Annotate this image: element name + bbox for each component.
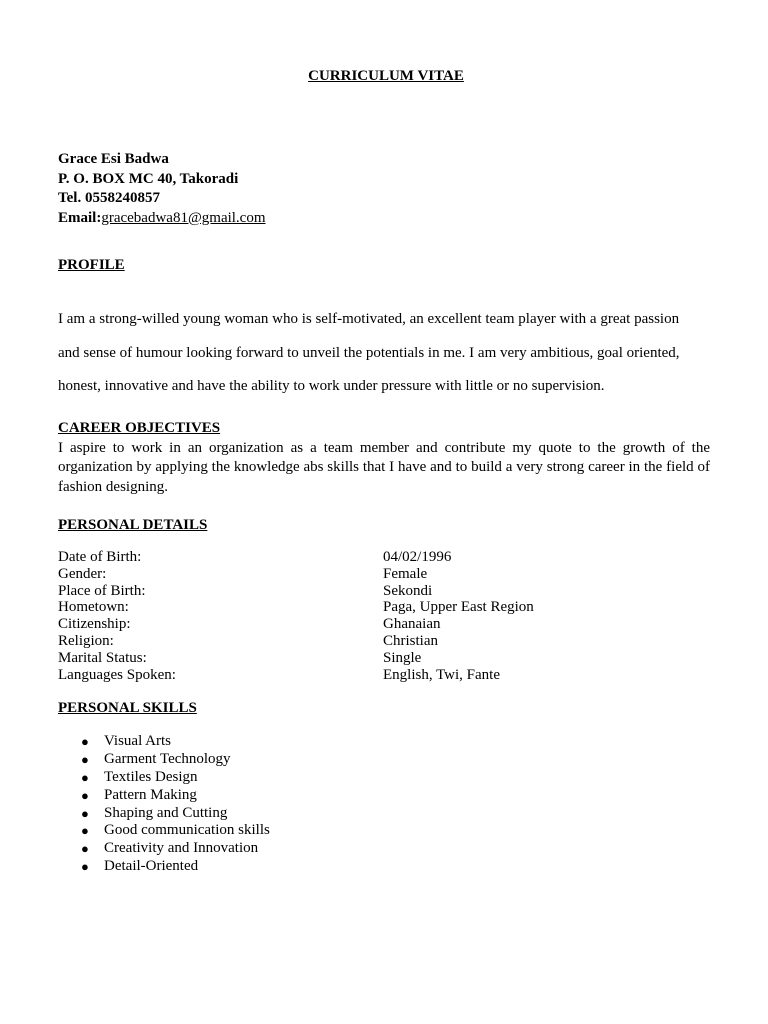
detail-row xyxy=(58,650,658,667)
bullet-icon: ● xyxy=(81,841,89,857)
email-label: Email: xyxy=(58,209,102,226)
bullet-icon: ● xyxy=(81,734,89,749)
career-objectives-text: I aspire to work in an organization as a team member and contribute my quote to the growth of the organization by applying the knowledge abs skills that I have and to build a very strong career in the field of fashion designing. xyxy=(58,440,710,495)
detail-row xyxy=(58,667,658,684)
skill-label: Good communication skills xyxy=(104,822,270,839)
contact-block xyxy=(58,150,266,228)
detail-value: Female xyxy=(383,565,428,582)
skill-label: Textiles Design xyxy=(104,768,198,785)
skills-list xyxy=(58,733,270,876)
skill-label: Detail-Oriented xyxy=(104,858,199,875)
bullet-icon: ● xyxy=(81,859,89,875)
email-link[interactable]: gracebadwa81@gmail.com xyxy=(101,209,266,226)
profile-heading: PROFILE xyxy=(58,257,125,273)
detail-label: Religion: xyxy=(58,632,114,649)
detail-label: Place of Birth: xyxy=(58,582,146,599)
contact-phone: Tel. 0558240857 xyxy=(58,190,160,206)
detail-value: Single xyxy=(383,649,422,666)
skill-label: Garment Technology xyxy=(104,750,231,767)
bullet-icon: ● xyxy=(81,751,89,767)
bullet-icon: ● xyxy=(81,787,89,803)
page-title: CURRICULUM VITAE xyxy=(308,68,464,84)
detail-label: Date of Birth: xyxy=(58,549,142,565)
detail-label: Marital Status: xyxy=(58,649,147,666)
list-item xyxy=(58,858,270,876)
detail-label: Languages Spoken: xyxy=(58,666,176,683)
skill-label: Pattern Making xyxy=(104,786,197,803)
personal-details-table xyxy=(58,549,658,683)
detail-value: Ghanaian xyxy=(383,616,441,633)
skill-label: Creativity and Innovation xyxy=(104,840,259,857)
bullet-icon: ● xyxy=(81,823,89,839)
detail-value: Christian xyxy=(383,632,438,649)
detail-value: English, Twi, Fante xyxy=(383,666,501,683)
list-item xyxy=(58,805,270,823)
profile-text xyxy=(58,303,718,404)
bullet-icon: ● xyxy=(81,805,89,821)
profile-line: I am a strong-willed young woman who is self-motivated, an excellent team player with a great passion xyxy=(58,311,680,327)
detail-value: 04/02/1996 xyxy=(383,549,452,565)
detail-row xyxy=(58,633,658,650)
detail-row xyxy=(58,616,658,633)
list-item xyxy=(58,787,270,805)
contact-name: Grace Esi Badwa xyxy=(58,151,169,167)
detail-row xyxy=(58,549,658,566)
bullet-icon: ● xyxy=(81,769,89,785)
list-item xyxy=(58,751,270,769)
contact-address: P. O. BOX MC 40, Takoradi xyxy=(58,170,239,187)
personal-details-heading: PERSONAL DETAILS xyxy=(58,517,208,533)
detail-value: Paga, Upper East Region xyxy=(383,599,534,616)
list-item xyxy=(58,769,270,787)
detail-label: Hometown: xyxy=(58,599,129,616)
personal-skills-heading: PERSONAL SKILLS xyxy=(58,700,197,716)
list-item xyxy=(58,733,270,751)
list-item xyxy=(58,840,270,858)
profile-line: honest, innovative and have the ability to work under pressure with little or no supervision. xyxy=(58,378,605,394)
career-objectives-heading: CAREER OBJECTIVES xyxy=(58,420,221,436)
detail-row xyxy=(58,566,658,583)
contact-email xyxy=(58,209,266,229)
detail-value: Sekondi xyxy=(383,582,433,599)
detail-label: Citizenship: xyxy=(58,616,131,633)
detail-row xyxy=(58,583,658,600)
skill-label: Shaping and Cutting xyxy=(104,804,228,821)
list-item xyxy=(58,822,270,840)
skill-label: Visual Arts xyxy=(104,733,172,749)
detail-row xyxy=(58,599,658,616)
detail-label: Gender: xyxy=(58,565,107,582)
profile-line: and sense of humour looking forward to unveil the potentials in me. I am very ambitious, goal oriented, xyxy=(58,344,680,361)
